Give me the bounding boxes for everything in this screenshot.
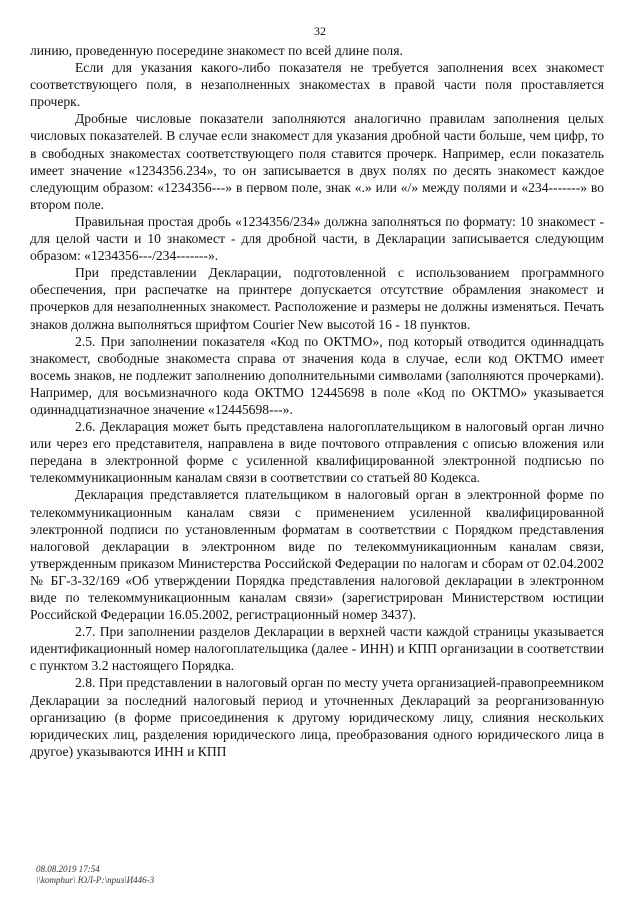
paragraph-continuation: линию, проведенную посередине знакомест по всей длине поля. [30, 43, 403, 58]
paragraph-2-5-oktmo: 2.5. При заполнении показателя «Код по ОКТМО», под который отводится одиннадцать знакомест, свободные знакоместа справа от значения кода в случае, если код ОКТМО имеет восемь знаков, не подлежит заполнению дополнительными символами (заполняются прочерками). Например, для восьмизначного кода ОКТМО 12445698 в поле «Код по ОКТМО» указывается одиннадцатизначное значение «12445698---». [30, 333, 604, 417]
paragraph-2-8-successor: 2.8. При представлении в налоговый орган по месту учета организацией-правопреемником Декларации за последний налоговый период и уточненных Деклараций за реорганизованную организацию (в форме присоединения к другому юридическому лицу, слияния нескольких юридических лиц, разделения юридического лица, преобразования одного юридического лица в другое) указываются ИНН и КПП [30, 675, 604, 759]
footer-stamp [36, 864, 154, 886]
paragraph-simple-fraction: Правильная простая дробь «1234356/234» должна заполняться по формату: 10 знакомест - для целой части и 10 знакомест - для дробной части, в Декларации записывается следующим образом: «1234356---/234-------». [30, 213, 604, 264]
paragraph-2-7-inn: 2.7. При заполнении разделов Декларации в верхней части каждой страницы указывается идентификационный номер налогоплательщика (далее - ИНН) и КПП организации в соответствии с пунктом 3.2 настоящего Порядка. [30, 624, 604, 674]
paragraph-software-print: При представлении Декларации, подготовленной с использованием программного обеспечения, при распечатке на принтере допускается отсутствие обрамления знакомест и прочерков для незаполненных знакомест. Расположение и размеры не должны изменяться. Печать знаков должна выполняться шрифтом Courier New высотой 16 - 18 пунктов. [30, 265, 604, 332]
paragraph-fractional: Дробные числовые показатели заполняются аналогично правилам заполнения целых числовых показателей. В случае если знакомест для указания дробной части больше, чем цифр, то в свободных знакоместах соответствующего поля ставится прочерк. Например, если показатель имеет значение «1234356.234», то он записывается в двух полях по десять знакомест каждое следующим образом: «1234356---» в первом поле, знак «.» или «/» между полями и «234-------» во втором поле. [30, 111, 604, 212]
paragraph-dash-fill: Если для указания какого-либо показателя не требуется заполнения всех знакомест соответствующего поля, в незаполненных знакоместах в правой части поля проставляется прочерк. [30, 60, 604, 110]
document-body [30, 42, 604, 760]
paragraph-2-6-submission: 2.6. Декларация может быть представлена налогоплательщиком в налоговый орган лично или через его представителя, направлена в виде почтового отправления с описью вложения или передана в электронной форме с усиленной квалифицированной электронной подписью по телекоммуникационным каналам связи в соответствии со статьей 80 Кодекса. [30, 419, 604, 486]
footer-timestamp: 08.08.2019 17:54 [36, 864, 100, 874]
paragraph-electronic-form: Декларация представляется плательщиком в налоговый орган в электронной форме по телекоммуникационным каналам связи с применением усиленной квалифицированной электронной подписи по установленным форматам в соответствии с Порядком представления налоговой декларации в электронном виде по телекоммуникационным каналам связи, утвержденным приказом Министерства Российской Федерации по налогам и сборам от 02.04.2002 № БГ-3-32/169 «Об утверждении Порядка представления налоговой декларации в электронном виде по телекоммуникационным каналам связи» (зарегистрирован Министерством юстиции Российской Федерации 16.05.2002, регистрационный номер 3437). [30, 487, 604, 623]
page-number: 32 [314, 24, 326, 38]
footer-file-path: \\komphur\ ЮЛ-Р:\приз\И446-3 [36, 875, 155, 885]
